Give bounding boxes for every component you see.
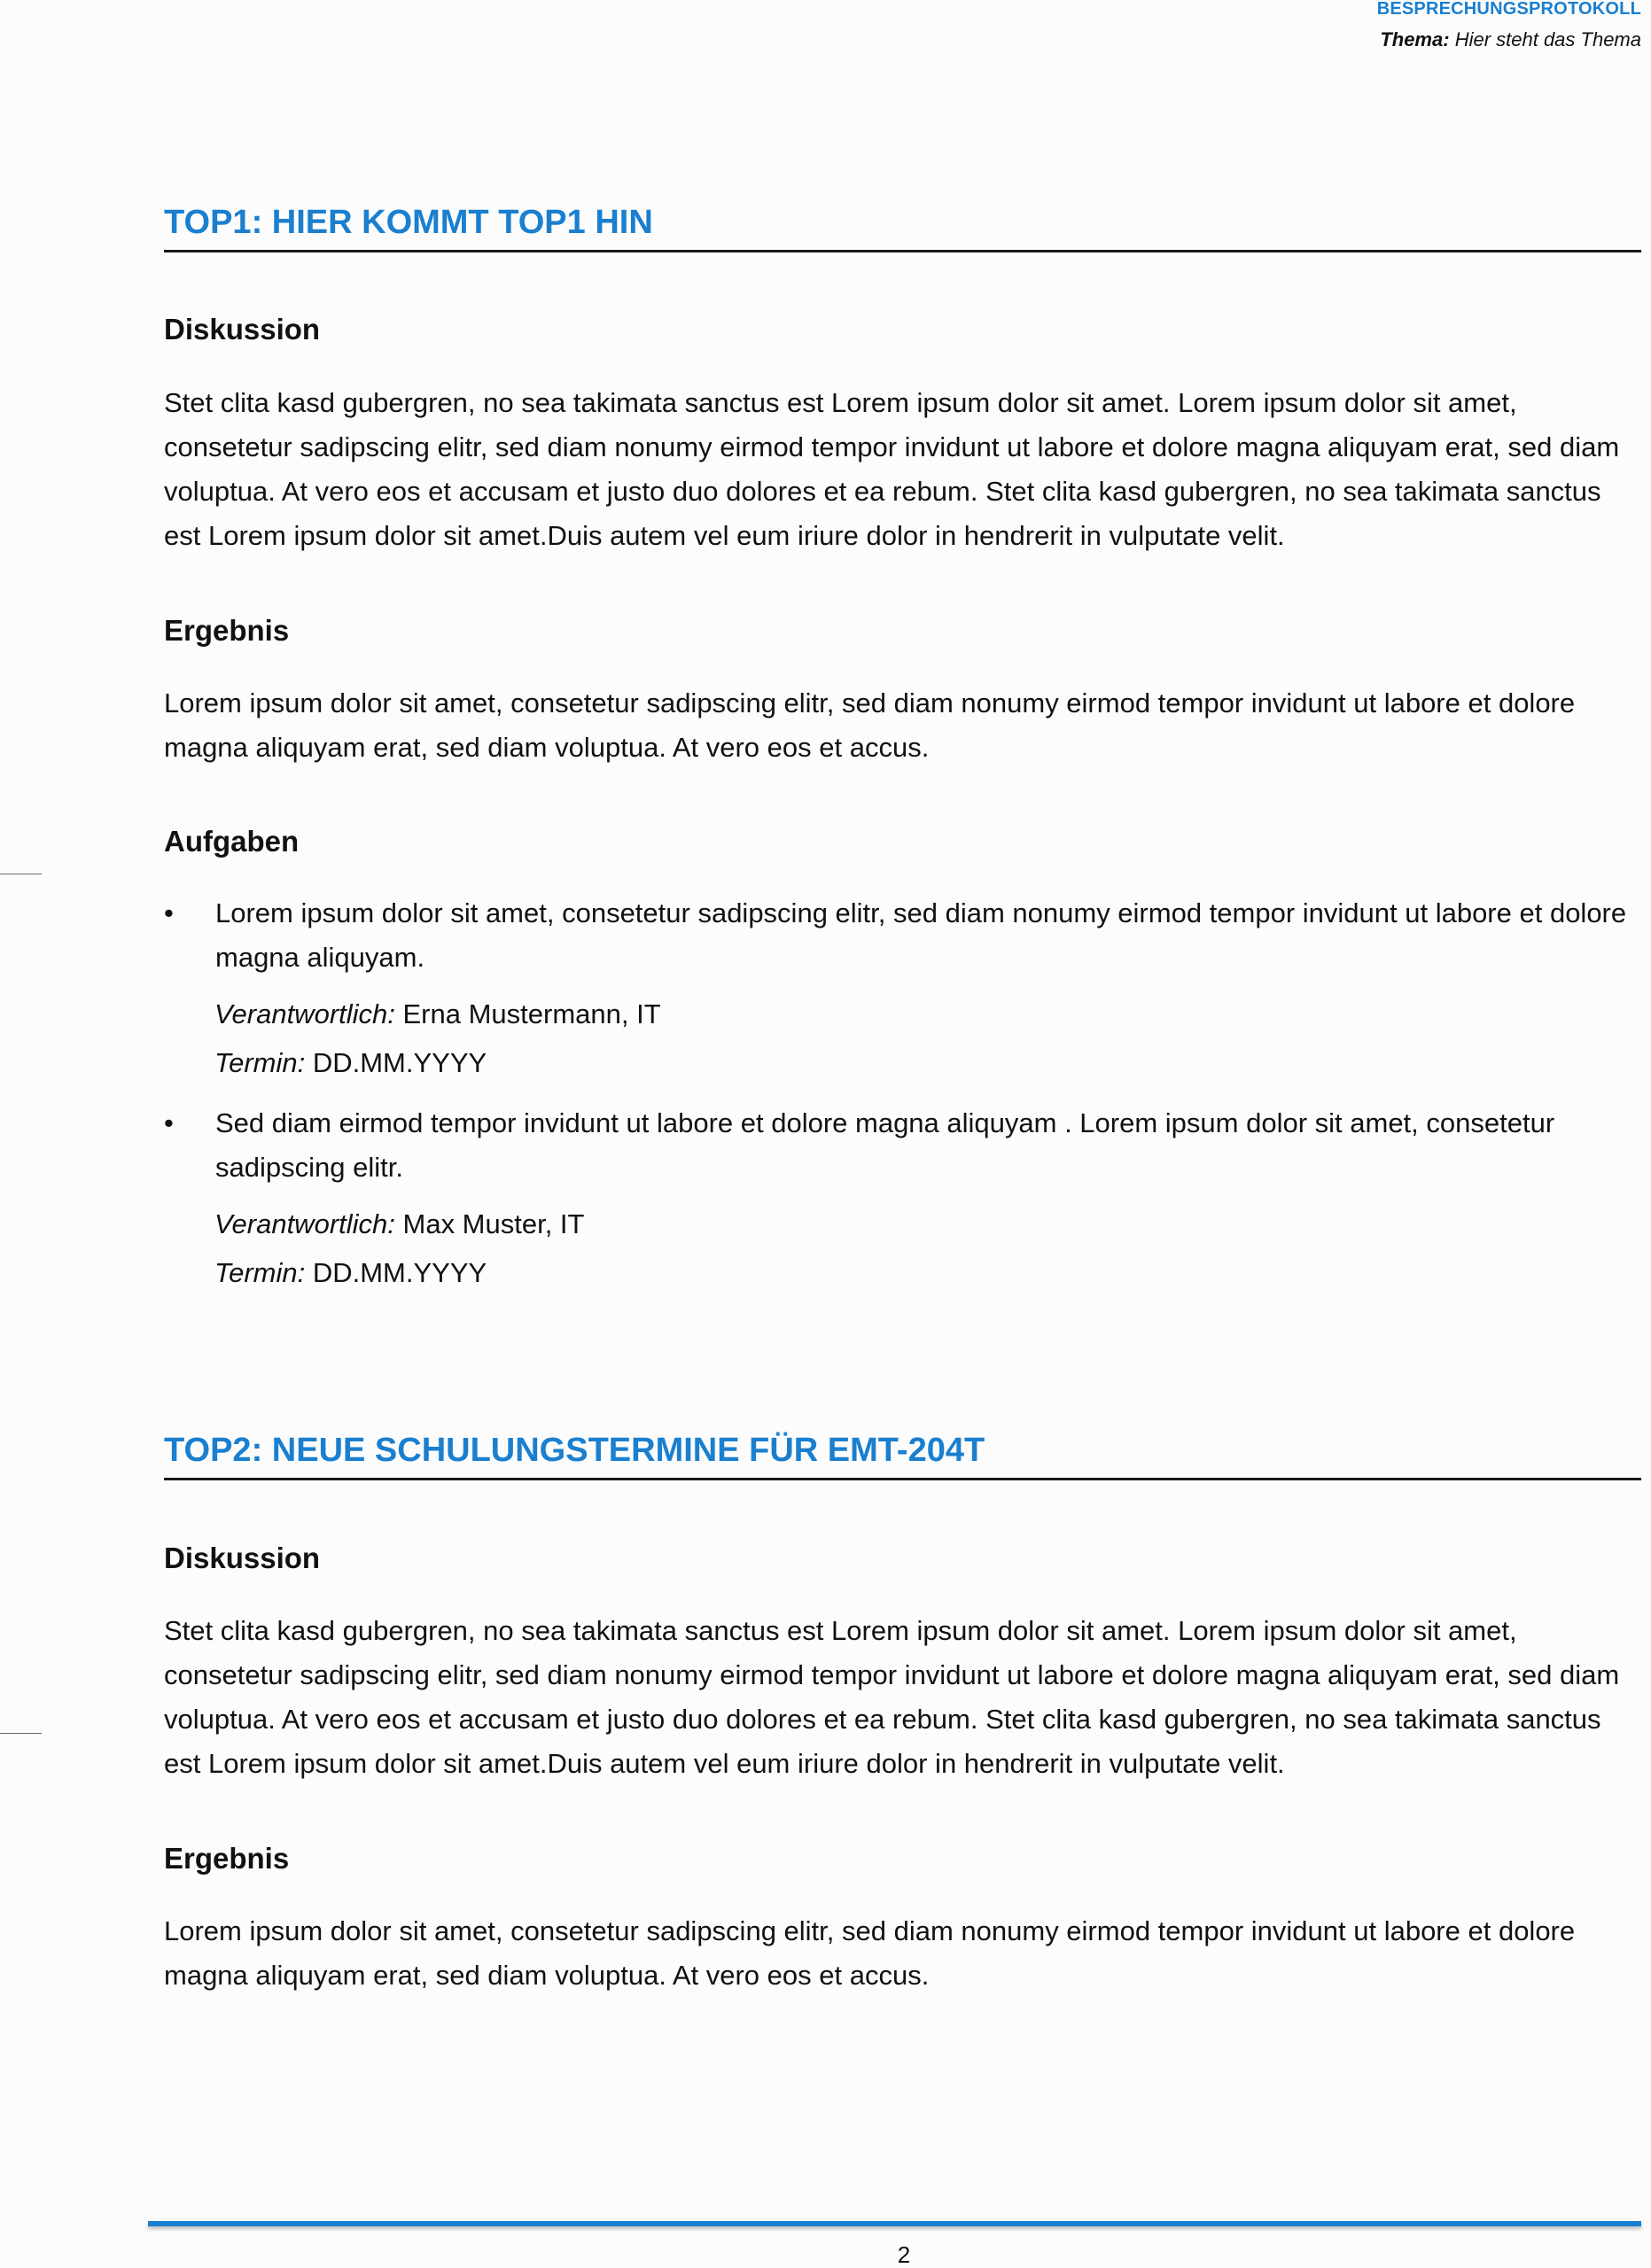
header-topic-value: Hier steht das Thema (1454, 28, 1641, 50)
top1-diskussion-text: Stet clita kasd gubergren, no sea takimata sanctus est Lorem ipsum dolor sit amet. Lorem ipsum dolor sit amet, consetetur sadipscing elitr, sed diam nonumy eirmod tempor invidunt ut labore et dolore magna aliquyam erat, sed diam voluptua. At vero eos et accusam et justo duo dolores et ea rebum. Stet clita kasd gubergren, no sea takimata sanctus est Lorem ipsum dolor sit amet.Duis autem vel eum iriure dolor in hendrerit in vulputate velit. (164, 387, 1620, 551)
task-deadline-label: Termin: (214, 1047, 306, 1078)
top2-ergebnis-text: Lorem ipsum dolor sit amet, consetetur sadipscing elitr, sed diam nonumy eirmod tempor invidunt ut labore et dolore magna aliquyam erat, sed diam voluptua. At vero eos et accus. (164, 1915, 1576, 1991)
task-responsible-label: Verantwortlich: (214, 998, 395, 1029)
page-header (1377, 0, 1641, 51)
top2-diskussion-heading: Diskussion (164, 1542, 321, 1574)
task-deadline (214, 1255, 487, 1291)
header-topic (1377, 28, 1641, 51)
task-text: Sed diam eirmod tempor invidunt ut labore et dolore magna aliquyam . Lorem ipsum dolor sit amet, consetetur sadipscing elitr. (215, 1107, 1555, 1183)
task-deadline (214, 1045, 487, 1081)
document-type-label: BESPRECHUNGSPROTOKOLL (1376, 0, 1641, 19)
task-item (164, 891, 1641, 980)
top2-diskussion-text: Stet clita kasd gubergren, no sea takimata sanctus est Lorem ipsum dolor sit amet. Lorem ipsum dolor sit amet, consetetur sadipscing elitr, sed diam nonumy eirmod tempor invidunt ut labore et dolore magna aliquyam erat, sed diam voluptua. At vero eos et accusam et justo duo dolores et ea rebum. Stet clita kasd gubergren, no sea takimata sanctus est Lorem ipsum dolor sit amet.Duis autem vel eum iriure dolor in hendrerit in vulputate velit. (164, 1615, 1620, 1779)
top1-aufgaben-heading: Aufgaben (164, 825, 300, 858)
task-text: Lorem ipsum dolor sit amet, consetetur sadipscing elitr, sed diam nonumy eirmod tempor invidunt ut labore et dolore magna aliquyam. (215, 897, 1627, 973)
task-responsible (214, 997, 661, 1032)
bullet-icon: • (164, 897, 174, 928)
top1-ergebnis-text: Lorem ipsum dolor sit amet, consetetur sadipscing elitr, sed diam nonumy eirmod tempor invidunt ut labore et dolore magna aliquyam erat, sed diam voluptua. At vero eos et accus. (164, 687, 1576, 763)
task-responsible-label: Verantwortlich: (214, 1208, 395, 1239)
task-responsible-value: Max Muster, IT (394, 1208, 585, 1239)
task-responsible (214, 1207, 585, 1242)
task-deadline-label: Termin: (214, 1257, 306, 1288)
margin-fold-mark (0, 1733, 42, 1734)
top1-heading: TOP1: HIER KOMMT TOP1 HIN (164, 202, 1641, 252)
top1-diskussion-heading: Diskussion (164, 313, 321, 346)
task-deadline-value: DD.MM.YYYY (305, 1257, 487, 1288)
task-deadline-value: DD.MM.YYYY (305, 1047, 487, 1078)
top2-heading: TOP2: NEUE SCHULUNGSTERMINE FÜR EMT-204T (164, 1430, 1641, 1480)
page-number: 2 (897, 2241, 911, 2268)
top1-ergebnis-heading: Ergebnis (164, 614, 290, 647)
footer-rule (148, 2221, 1641, 2226)
task-responsible-value: Erna Mustermann, IT (394, 998, 661, 1029)
header-topic-label: Thema: (1380, 28, 1450, 50)
bullet-icon: • (164, 1107, 174, 1138)
top2-ergebnis-heading: Ergebnis (164, 1842, 290, 1875)
task-item (164, 1101, 1641, 1190)
